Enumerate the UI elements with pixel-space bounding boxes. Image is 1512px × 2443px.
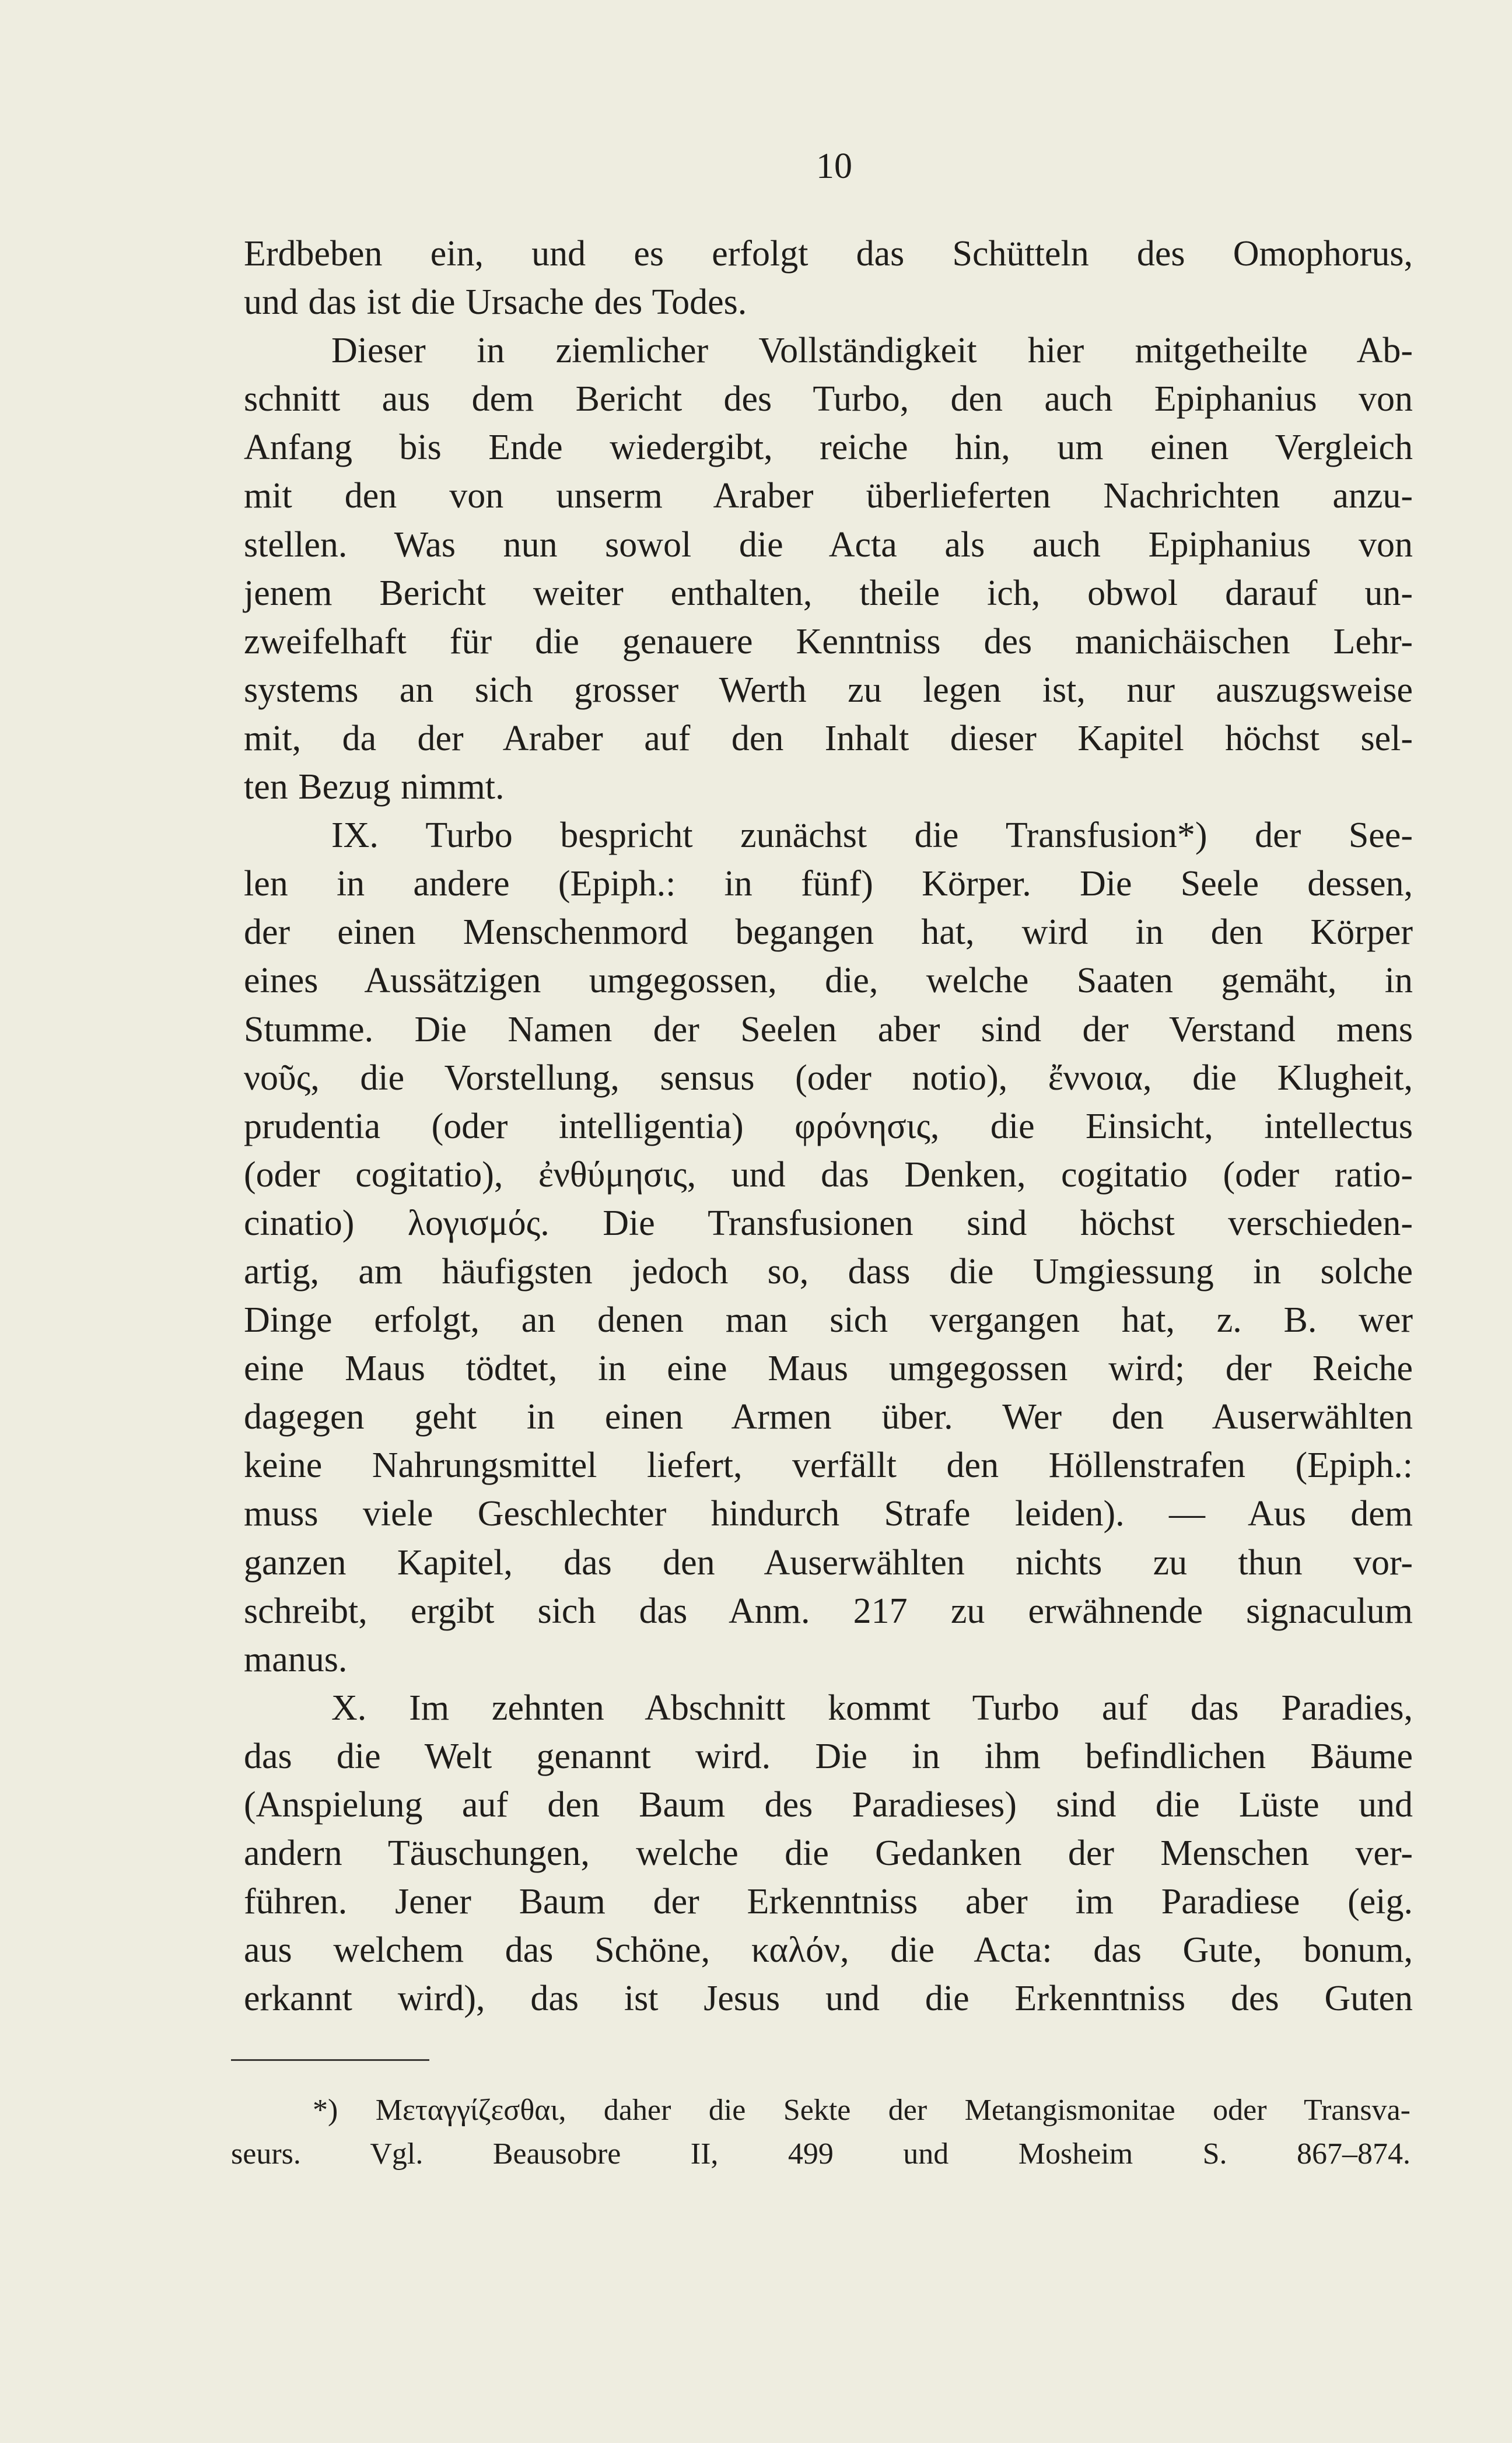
- text-line: erkannt wird), das ist Jesus und die Erkenntniss des Guten: [244, 1979, 1413, 2019]
- text-line: mit, da der Araber auf den Inhalt dieser Kapitel höchst sel-: [244, 718, 1413, 758]
- text-line: ganzen Kapitel, das den Auserwählten nichts zu thun vor-: [244, 1542, 1413, 1583]
- text-line: zweifelhaft für die genauere Kenntniss des manichäischen Lehr-: [244, 621, 1413, 662]
- text-line: artig, am häufigsten jedoch so, dass die Umgiessung in solche: [244, 1251, 1413, 1292]
- text-line: schnitt aus dem Bericht des Turbo, den auch Epiphanius von: [244, 379, 1413, 419]
- footnote-line: seurs. Vgl. Beausobre II, 499 und Mosheim S. 867–874.: [231, 2137, 1410, 2171]
- text-line: der einen Menschenmord begangen hat, wird in den Körper: [244, 912, 1413, 953]
- text-line: prudentia (oder intelligentia) φρόνησις, die Einsicht, intellectus: [244, 1106, 1413, 1146]
- body-text: [244, 230, 1413, 2023]
- text-line: führen. Jener Baum der Erkenntniss aber im Paradiese (eig.: [244, 1882, 1413, 1922]
- text-line: eines Aussätzigen umgegossen, die, welche Saaten gemäht, in: [244, 961, 1413, 1001]
- text-line: stellen. Was nun sowol die Acta als auch Epiphanius von: [244, 524, 1413, 565]
- text-line: andern Täuschungen, welche die Gedanken der Menschen ver-: [244, 1833, 1413, 1874]
- text-line: dagegen geht in einen Armen über. Wer den Auserwählten: [244, 1397, 1413, 1437]
- page-number: 10: [816, 146, 852, 186]
- text-line: (oder cogitatio), ἐνθύμησις, und das Denken, cogitatio (oder ratio-: [244, 1154, 1413, 1195]
- section-ix-start-line: IX. Turbo bespricht zunächst die Transfusion*) der See-: [331, 816, 1413, 856]
- text-line: und das ist die Ursache des Todes.: [244, 282, 747, 323]
- text-line: cinatio) λογισμός. Die Transfusionen sind höchst verschieden-: [244, 1203, 1413, 1243]
- text-line: systems an sich grosser Werth zu legen ist, nur auszugsweise: [244, 670, 1413, 710]
- text-line: eine Maus tödtet, in eine Maus umgegossen wird; der Reiche: [244, 1349, 1413, 1389]
- text-line: muss viele Geschlechter hindurch Strafe leiden). — Aus dem: [244, 1494, 1413, 1534]
- text-line: mit den von unserm Araber überlieferten Nachrichten anzu-: [244, 476, 1413, 516]
- text-line: das die Welt genannt wird. Die in ihm befindlichen Bäume: [244, 1736, 1413, 1776]
- text-line: (Anspielung auf den Baum des Paradieses) sind die Lüste und: [244, 1785, 1413, 1825]
- text-line: len in andere (Epiph.: in fünf) Körper. Die Seele dessen,: [244, 864, 1413, 904]
- text-line: ten Bezug nimmt.: [244, 767, 505, 807]
- text-line: manus.: [244, 1639, 348, 1679]
- text-line: νοῦς, die Vorstellung, sensus (oder notio), ἔννοια, die Klugheit,: [244, 1058, 1413, 1098]
- footnote-line: *) Μεταγγίζεσθαι, daher die Sekte der Metangismonitae oder Transva-: [313, 2094, 1410, 2127]
- text-line: schreibt, ergibt sich das Anm. 217 zu erwähnende signaculum: [244, 1591, 1413, 1631]
- text-line: Erdbeben ein, und es erfolgt das Schütteln des Omophorus,: [244, 234, 1413, 274]
- text-line: aus welchem das Schöne, καλόν, die Acta: das Gute, bonum,: [244, 1930, 1413, 1971]
- text-line: Stumme. Die Namen der Seelen aber sind der Verstand mens: [244, 1009, 1413, 1049]
- section-x-start-line: X. Im zehnten Abschnitt kommt Turbo auf das Paradies,: [331, 1688, 1413, 1728]
- footnote-rule: [231, 2059, 429, 2061]
- footnote: [231, 2088, 1410, 2176]
- text-line: keine Nahrungsmittel liefert, verfällt den Höllenstrafen (Epiph.:: [244, 1446, 1413, 1486]
- text-line: jenem Bericht weiter enthalten, theile ich, obwol darauf un-: [244, 573, 1413, 613]
- text-line: Anfang bis Ende wiedergibt, reiche hin, um einen Vergleich: [244, 428, 1413, 468]
- paragraph-start-line: Dieser in ziemlicher Vollständigkeit hier mitgetheilte Ab-: [331, 331, 1413, 371]
- text-line: Dinge erfolgt, an denen man sich vergangen hat, z. B. wer: [244, 1300, 1413, 1340]
